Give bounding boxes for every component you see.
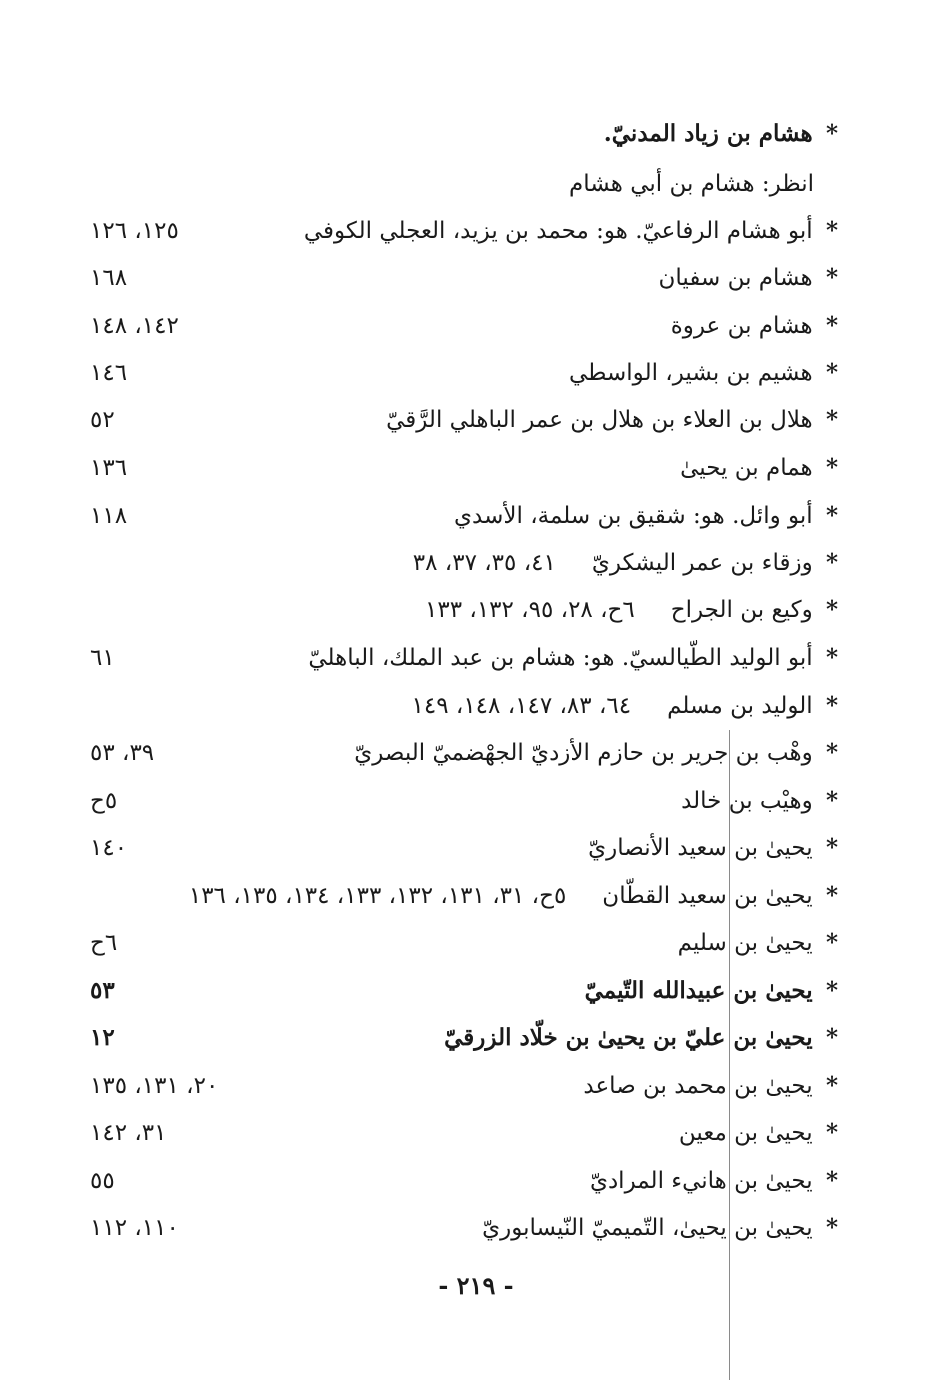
entry-page-refs: ٦١	[90, 645, 115, 671]
entry-page-refs: ١١٠، ١١٢	[90, 1215, 179, 1241]
entry-page-refs: ٥٢	[90, 407, 115, 433]
entry-name: يحيىٰ بن محمد بن صاعد	[583, 1073, 813, 1099]
index-entry	[90, 543, 844, 583]
entry-marker: *	[825, 502, 839, 529]
entry-page-refs: ٥٥	[90, 1168, 115, 1194]
index-entry	[90, 353, 844, 393]
entry-page-refs: ١٤٢، ١٤٨	[90, 313, 179, 339]
entry-page-refs: ١٢	[90, 1024, 115, 1051]
entry-page-refs: ٥٣	[90, 977, 115, 1004]
index-entry	[90, 400, 844, 440]
index-entry	[90, 1018, 844, 1058]
index-entry	[90, 1208, 844, 1248]
index-entry	[90, 1066, 844, 1106]
entry-marker: *	[825, 312, 839, 339]
entry-name: يحيىٰ بن سعيد القطّان	[602, 883, 813, 909]
entry-name: يحيىٰ بن معين	[678, 1120, 813, 1146]
entry-page-refs: ١٣٦	[90, 455, 128, 481]
entry-name: أبو الوليد الطّيالسيّ. هو: هشام بن عبد الملك، الباهليّ	[308, 645, 813, 671]
entry-name: هشام بن عروة	[670, 313, 813, 339]
index-entry	[90, 686, 844, 726]
entry-page-refs: ١٤٦	[90, 360, 128, 386]
index-entry	[90, 258, 844, 298]
index-entry	[90, 1113, 844, 1153]
entry-name: أبو هشام الرفاعيّ. هو: محمد بن يزيد، العجلي الكوفي	[303, 218, 813, 244]
entry-marker: *	[825, 1119, 839, 1146]
entry-marker: *	[825, 882, 839, 909]
entry-name: هلال بن العلاء بن هلال بن عمر الباهلي الرَّقيّ	[386, 407, 813, 433]
entry-page-refs: ٥ح	[90, 788, 118, 814]
entry-page-refs: ٢٠، ١٣١، ١٣٥	[90, 1073, 219, 1099]
entry-marker: *	[825, 120, 839, 147]
index-entry	[90, 876, 844, 916]
entry-marker: *	[825, 787, 839, 814]
entry-marker: *	[825, 644, 839, 671]
entry-page-refs: ١٤٠	[90, 835, 128, 861]
entry-marker: *	[825, 1072, 839, 1099]
entry-name: أبو وائل. هو: شقيق بن سلمة، الأسدي	[454, 503, 813, 529]
entry-marker: *	[825, 977, 839, 1004]
entry-marker: *	[825, 1167, 839, 1194]
entry-page-refs: ١٢٥، ١٢٦	[90, 218, 179, 244]
index-entry	[90, 638, 844, 678]
entry-marker: *	[825, 834, 839, 861]
entry-marker: *	[825, 359, 839, 386]
entry-marker: *	[825, 692, 839, 719]
index-entry	[90, 496, 844, 536]
entry-marker: *	[825, 454, 839, 481]
entry-marker: *	[825, 929, 839, 956]
entry-page-refs: ٦ح، ٢٨، ٩٥، ١٣٢، ١٣٣	[425, 597, 635, 623]
see-also-reference: انظر: هشام بن أبي هشام	[568, 171, 814, 197]
index-entry	[90, 971, 844, 1011]
entry-page-refs: ١١٨	[90, 503, 128, 529]
entry-name: وزقاء بن عمر اليشكريّ	[591, 550, 813, 576]
index-entry	[90, 733, 844, 773]
index-entry	[90, 828, 844, 868]
entry-name: يحيىٰ بن سليم	[677, 930, 813, 956]
entry-name: هشيم بن بشير، الواسطي	[568, 360, 813, 386]
entry-name: يحيىٰ بن عليّ بن يحيىٰ بن خلّاد الزرقيّ	[444, 1024, 813, 1051]
entry-marker: *	[825, 549, 839, 576]
entry-page-refs: ٥ح، ٣١، ١٣١، ١٣٢، ١٣٣، ١٣٤، ١٣٥، ١٣٦	[188, 883, 567, 909]
index-entry	[90, 306, 844, 346]
entry-page-refs: ٦٤، ٨٣، ١٤٧، ١٤٨، ١٤٩	[411, 693, 632, 719]
entry-name: الوليد بن مسلم	[667, 693, 813, 719]
entry-marker: *	[825, 217, 839, 244]
entry-page-refs: ٦ح	[90, 930, 118, 956]
entry-marker: *	[825, 406, 839, 433]
entry-name: وهْب بن جرير بن حازم الأزديّ الجهْضميّ البصريّ	[354, 740, 813, 766]
entry-name: هشام بن سفيان	[658, 265, 813, 291]
entry-page-refs: ١٦٨	[90, 265, 128, 291]
entry-marker: *	[825, 1214, 839, 1241]
entry-name: يحيىٰ بن عبيدالله التّيميّ	[584, 977, 813, 1004]
index-entry	[90, 923, 844, 963]
entry-name: وكيع بن الجراح	[670, 597, 813, 623]
entry-page-refs: ٣١، ١٤٢	[90, 1120, 167, 1146]
entry-marker: *	[825, 596, 839, 623]
index-entry	[90, 448, 844, 488]
index-entry	[90, 1161, 844, 1201]
page-number: - ٢١٩ -	[438, 1271, 514, 1300]
entry-name: يحيىٰ بن هانيء المراديّ	[589, 1168, 813, 1194]
entry-marker: *	[825, 264, 839, 291]
entry-marker: *	[825, 739, 839, 766]
index-entry	[90, 590, 844, 630]
entry-name: وهيْب بن خالد	[681, 788, 813, 814]
entry-marker: *	[825, 1024, 839, 1051]
entry-page-refs: ٣٩، ٥٣	[90, 740, 155, 766]
entry-name: يحيىٰ بن يحيىٰ، التّميميّ النّيسابوريّ	[482, 1215, 813, 1241]
entry-name: يحيىٰ بن سعيد الأنصاريّ	[588, 835, 813, 861]
entry-name: هشام بن زياد المدنيّ.	[603, 120, 813, 147]
index-entry	[90, 781, 844, 821]
index-entry	[90, 211, 844, 251]
entry-name: همام بن يحيىٰ	[680, 455, 813, 481]
entry-page-refs: ٤١، ٣٥، ٣٧، ٣٨	[412, 550, 556, 576]
index-entry	[90, 114, 844, 154]
